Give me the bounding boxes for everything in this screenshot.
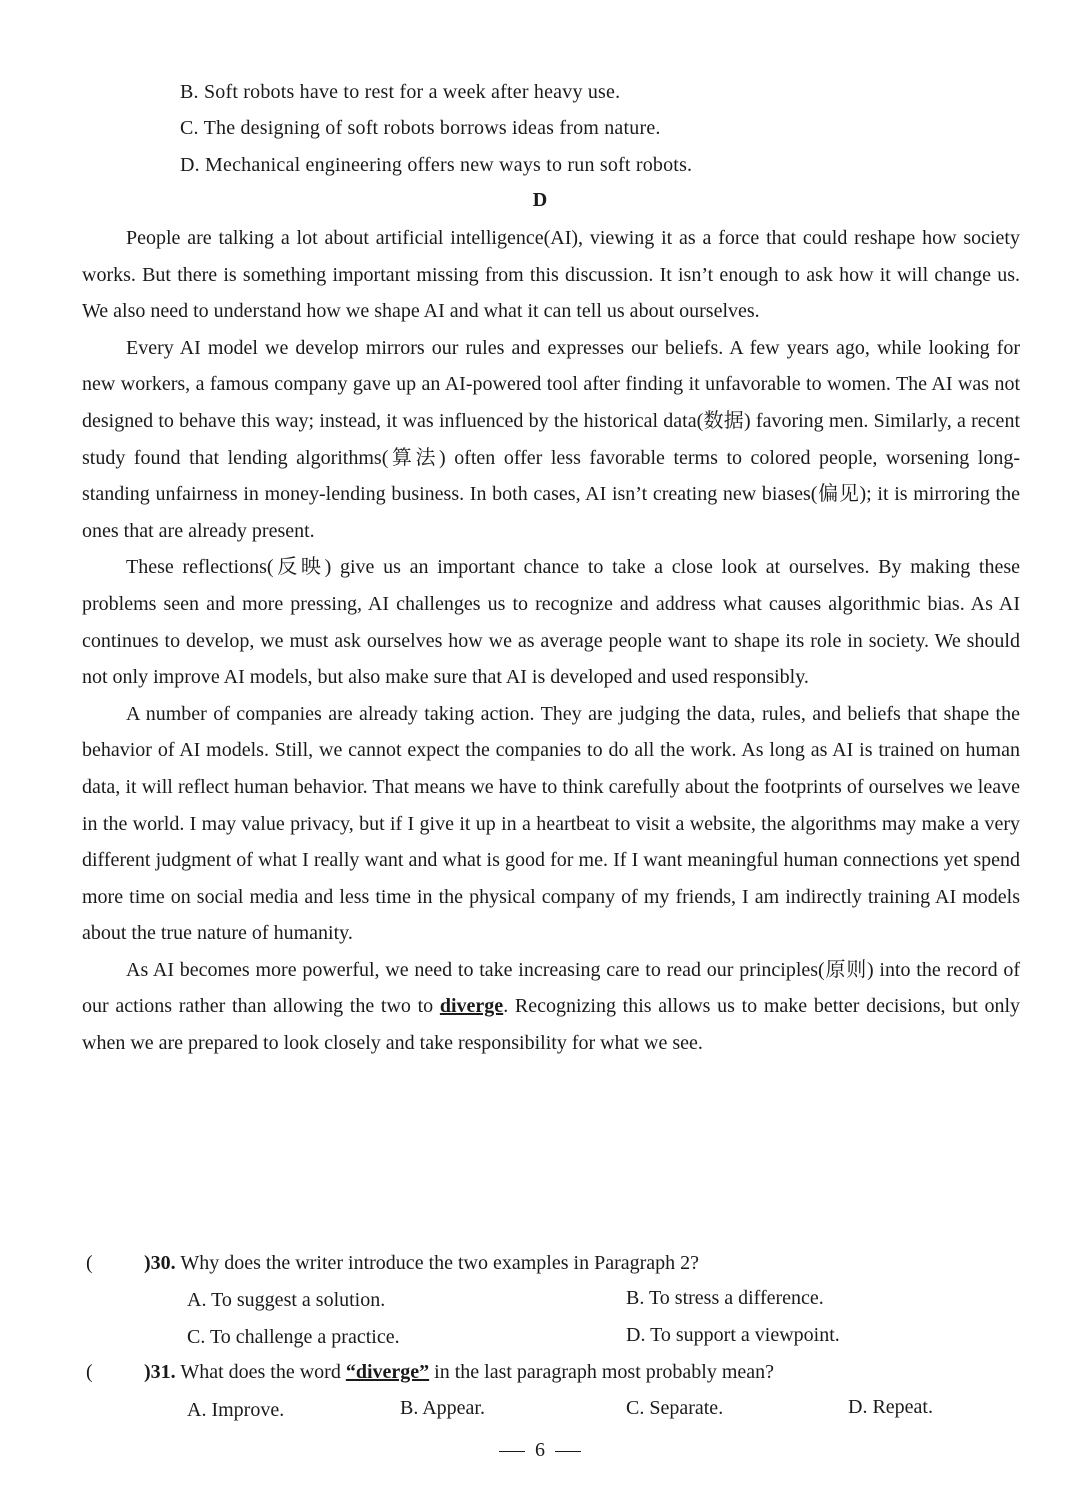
q30-option-b: B. To stress a difference. bbox=[626, 1287, 824, 1309]
vocab-word: diverge bbox=[439, 995, 504, 1018]
question-vocab-word: “diverge” bbox=[345, 1361, 430, 1383]
question-number: )30. bbox=[144, 1252, 176, 1274]
page-number bbox=[0, 1438, 1080, 1462]
paragraph-4: A number of companies are already taking action. They are judging the data, rules, and beliefs that shape the behavior of AI models. Still, we cannot expect the companies to do all the work. As long as AI is trained on human data, it will reflect human behavior. That means we have to think carefully about the footprints of ourselves we leave in the world. I may value privacy, but if I give it up in a heartbeat to visit a website, the algorithms may make a very different judgment of what I really want and what is good for me. If I want meaningful human connections yet spend more time on social media and less time in the physical company of my friends, I am indirectly training AI models about the true nature of humanity. bbox=[82, 702, 1020, 945]
q31-option-d: D. Repeat. bbox=[848, 1396, 933, 1418]
reading-passage bbox=[82, 220, 1020, 1062]
section-heading: D bbox=[532, 189, 548, 211]
question-30 bbox=[86, 1250, 1026, 1276]
question-stem-end: in the last paragraph most probably mean? bbox=[429, 1361, 775, 1383]
paragraph-5 bbox=[82, 952, 1020, 1062]
dash-left bbox=[499, 1451, 525, 1452]
previous-option-b: B. Soft robots have to rest for a week after heavy use. bbox=[180, 81, 621, 103]
paragraph-2: Every AI model we develop mirrors our rules and expresses our beliefs. A few years ago, while looking for new workers, a famous company gave up an AI-powered tool after finding it unfavorable to women. The AI was not designed to behave this way; instead, it was influenced by the historical data(数据) favoring men. Similarly, a recent study found that lending algorithms(算法) often offer less favorable terms to colored people, worsening long-standing unfairness in money-lending business. In both cases, AI isn’t creating new biases(偏见); it is mirroring the ones that are already present. bbox=[82, 336, 1020, 542]
dash-right bbox=[555, 1451, 581, 1452]
q31-option-c: C. Separate. bbox=[626, 1397, 724, 1419]
q31-option-b: B. Appear. bbox=[400, 1397, 485, 1419]
previous-option-d: D. Mechanical engineering offers new ways to run soft robots. bbox=[180, 154, 693, 176]
paragraph-1: People are talking a lot about artificial intelligence(AI), viewing it as a force that could reshape how society works. But there is something important missing from this discussion. It isn’t enough to ask how it will change us. We also need to understand how we shape AI and what it can tell us about ourselves. bbox=[82, 227, 1020, 323]
question-number: )31. bbox=[144, 1361, 176, 1383]
q30-option-d: D. To support a viewpoint. bbox=[626, 1324, 840, 1346]
q30-option-c: C. To challenge a practice. bbox=[187, 1326, 400, 1348]
paragraph-5-start: As AI becomes more powerful, we need to take increasing care to read our principles(原则) into the record of our actions rather than allowing the two to bbox=[82, 958, 1020, 1018]
question-stem: Why does the writer introduce the two examples in Paragraph 2? bbox=[180, 1252, 700, 1274]
q30-option-a: A. To suggest a solution. bbox=[187, 1289, 386, 1311]
page-number-value: 6 bbox=[535, 1439, 545, 1461]
question-31 bbox=[86, 1359, 1026, 1385]
paragraph-3: These reflections(反映) give us an important chance to take a close look at ourselves. By making these problems seen and more pressing, AI challenges us to recognize and address what causes algorithmic bias. As AI continues to develop, we must ask ourselves how we as average people want to shape its role in society. We should not only improve AI models, but also make sure that AI is developed and used responsibly. bbox=[82, 556, 1020, 689]
answer-paren: ( bbox=[86, 1361, 93, 1383]
q31-option-a: A. Improve. bbox=[187, 1399, 285, 1421]
answer-paren: ( bbox=[86, 1252, 93, 1274]
previous-option-c: C. The designing of soft robots borrows ideas from nature. bbox=[180, 117, 661, 139]
paragraph-5-end: . Recognizing this allows us to make better decisions, but only when we are prepared to look closely and take responsibility for what we see. bbox=[82, 995, 1021, 1055]
question-stem-start: What does the word bbox=[180, 1361, 346, 1383]
